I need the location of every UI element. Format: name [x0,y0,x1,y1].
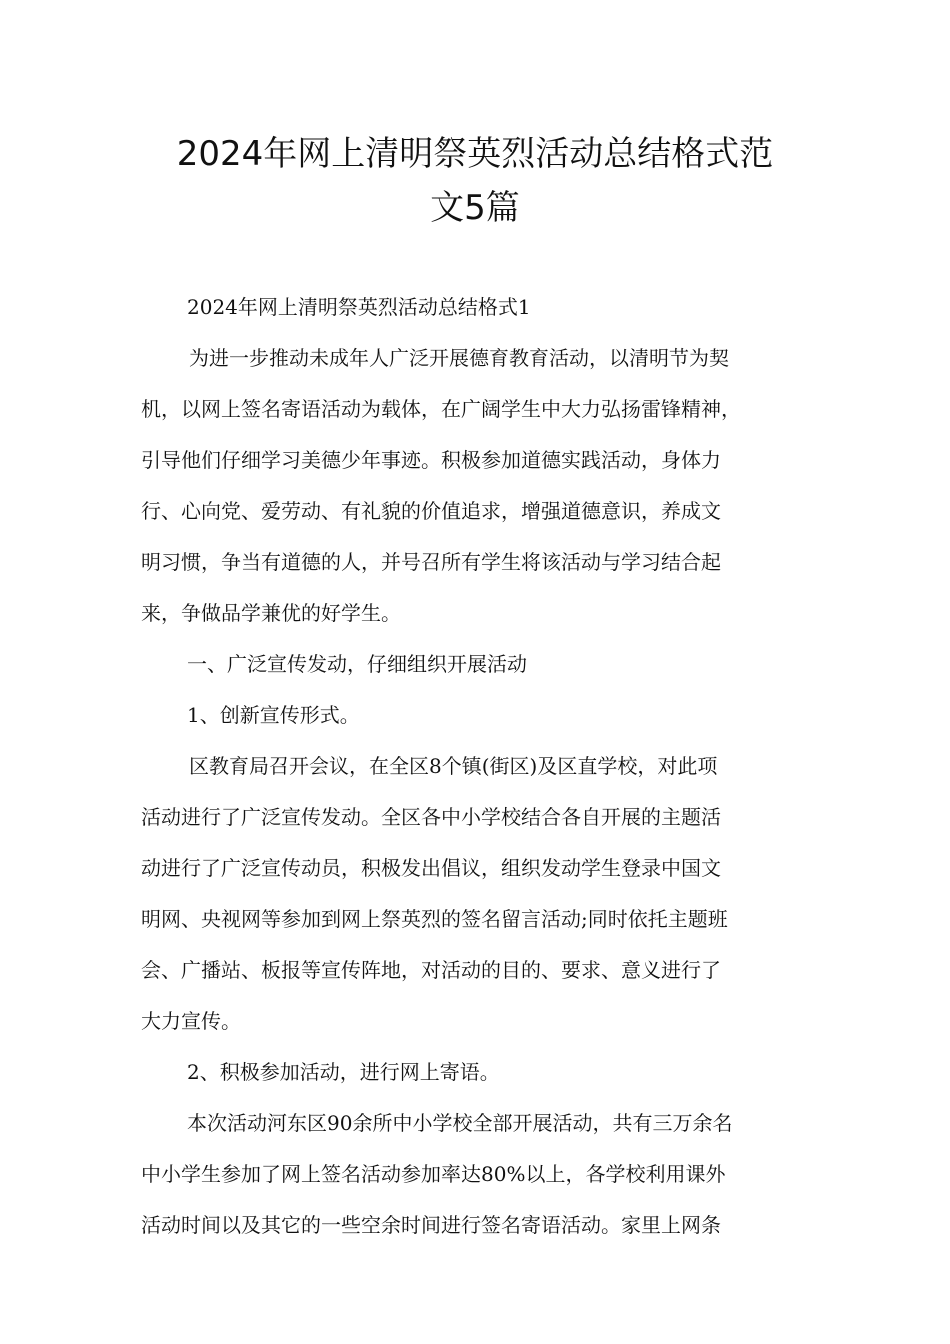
title-line: 2024年网上清明祭英烈活动总结格式范 [176,134,774,174]
text-line: 活动时间以及其它的一些空余时间进行签名寄语活动。家里上网条 [141,1213,721,1237]
text-line: 行、心向党、爱劳动、有礼貌的价值追求，增强道德意识，养成文 [141,499,721,523]
text-line: 明习惯，争当有道德的人，并号召所有学生将该活动与学习结合起 [141,550,721,574]
text-line: 1、创新宣传形式。 [187,703,360,727]
subsection-heading [141,1047,811,1098]
title-line: 文5篇 [430,188,520,228]
section-heading [141,639,811,690]
text-line: 大力宣传。 [141,1009,241,1033]
text-line: 来，争做品学兼优的好学生。 [141,601,401,625]
document-title [140,127,810,235]
text-line: 区教育局召开会议，在全区8个镇(街区)及区直学校，对此项 [189,754,718,778]
text-line: 中小学生参加了网上签名活动参加率达80%以上，各学校利用课外 [141,1162,726,1186]
text-line: 一、广泛宣传发动，仔细组织开展活动 [187,652,527,676]
section-heading [141,282,811,333]
text-line: 活动进行了广泛宣传发动。全区各中小学校结合各自开展的主题活 [141,805,721,829]
text-line: 引导他们仔细学习美德少年事迹。积极参加道德实践活动，身体力 [141,448,721,472]
subsection-heading [141,690,811,741]
paragraph [141,741,811,1047]
text-line: 2、积极参加活动，进行网上寄语。 [187,1060,500,1084]
text-line: 本次活动河东区90余所中小学校全部开展活动，共有三万余名 [187,1111,733,1135]
text-line: 明网、央视网等参加到网上祭英烈的签名留言活动;同时依托主题班 [141,907,728,931]
paragraph [141,333,811,639]
text-line: 为进一步推动未成年人广泛开展德育教育活动，以清明节为契 [189,346,729,370]
text-line: 机，以网上签名寄语活动为载体，在广阔学生中大力弘扬雷锋精神， [141,397,741,421]
text-line: 会、广播站、板报等宣传阵地，对活动的目的、要求、意义进行了 [141,958,721,982]
text-line: 动进行了广泛宣传动员，积极发出倡议，组织发动学生登录中国文 [141,856,721,880]
document-body [141,282,811,1251]
paragraph [141,1098,811,1251]
text-line: 2024年网上清明祭英烈活动总结格式1 [187,295,531,319]
